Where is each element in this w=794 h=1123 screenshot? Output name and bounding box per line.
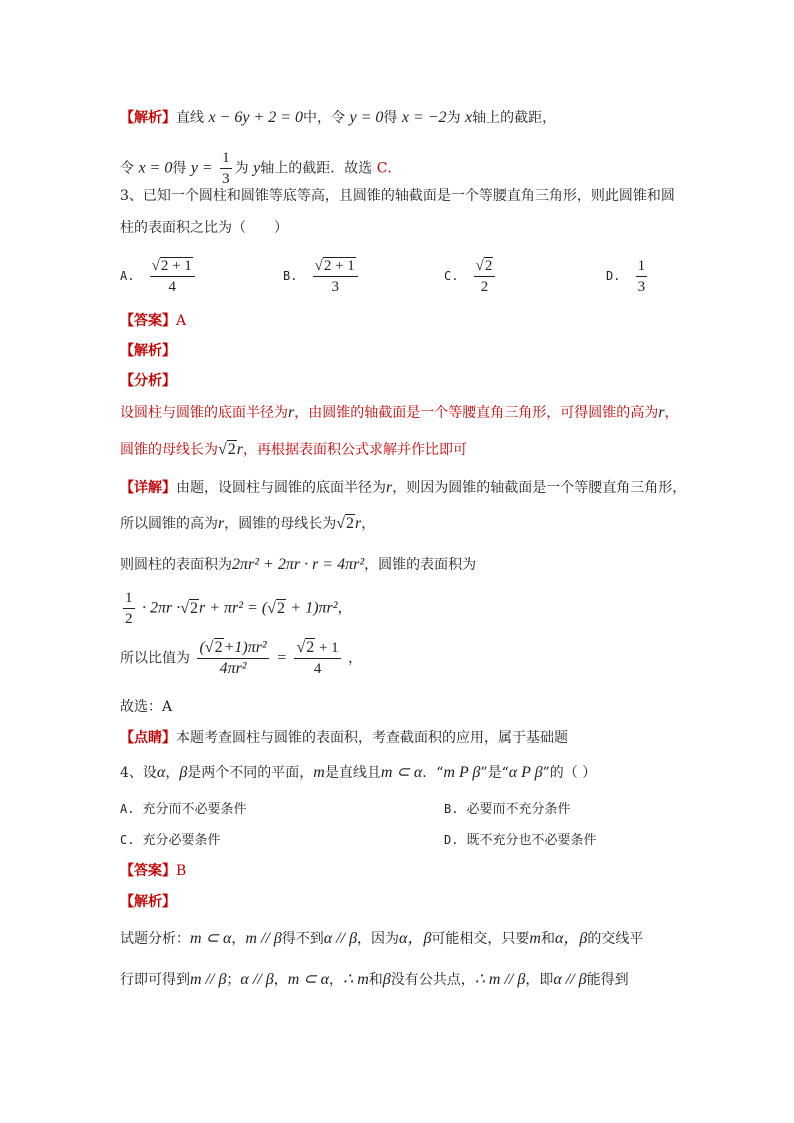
text: 为 [234, 160, 249, 177]
q3-option-d: D. $\frac{1}{3}$ [606, 258, 646, 295]
equation: x − 6y + 2 = 0 [208, 109, 304, 126]
text: 直线 [176, 110, 204, 126]
q2-analysis-line1 [120, 108, 556, 128]
q3-analysis-line2: 圆锥的母线长为√2r，再根据表面积公式求解并作比即可 [120, 441, 468, 458]
q3-point: 【点睛】本题考查圆柱与圆锥的表面积，考查截面积的应用，属于基础题 [120, 730, 568, 746]
text: 轴上的截距， [472, 110, 557, 126]
q3-explain-line1: 【详解】由题，设圆柱与圆锥的底面半径为r，则因为圆锥的轴截面是一个等腰直角三角形， [120, 479, 687, 496]
text: 令 [120, 160, 134, 177]
equation: x = −2 [401, 109, 447, 126]
q4-option-d: D. 既不充分也不必要条件 [444, 833, 597, 848]
q4-analysis-line2: 行即可得到m // β；α // β，m ⊂ α，∴ m和β没有公共点，∴ m // β，即α // β能得到 [120, 971, 629, 988]
q3-explain-line2: 所以圆锥的高为r，圆锥的母线长为√2r， [120, 515, 376, 532]
q4-analysis-tag: 【解析】 [120, 894, 176, 910]
answer-choice: C． [376, 160, 402, 177]
q3-ratio-line: 所以比值为 $\frac{\text{(√2+1)πr²}}{\text{4πr²}}$ = $\frac{√2 + 1}{4}$ ， [120, 639, 363, 677]
equation: y = [190, 159, 213, 177]
text: 得 [383, 110, 398, 126]
variable: x [465, 109, 473, 126]
q3-option-a: A. $\frac{√2 + 1}{4}$ [120, 256, 198, 297]
q3-analysis-line1: 设圆柱与圆锥的底面半径为r，由圆锥的轴截面是一个等腰直角三角形，可得圆锥的高为r， [120, 404, 679, 421]
q3-detail-tag: 【分析】 [120, 373, 176, 389]
q3-option-c: C. $\frac{√2}{2}$ [444, 256, 498, 297]
text: 得 [172, 160, 187, 177]
equation: y = 0 [349, 109, 384, 126]
text: 中，令 [303, 110, 346, 126]
text: 轴上的截距．故选 [260, 160, 373, 177]
q4-option-c: C. 充分必要条件 [120, 833, 221, 848]
q4-stem: 4、设α，β是两个不同的平面，m是直线且m ⊂ α．“m P β”是“α P β”的（ ） [120, 764, 597, 781]
q4-option-a: A. 充分而不必要条件 [120, 802, 247, 817]
q4-answer: 【答案】B [120, 863, 187, 879]
q3-stem-line1: 3、已知一个圆柱和圆锥等底等高，且圆锥的轴截面是一个等腰直角三角形，则此圆锥和圆 [120, 188, 675, 204]
equation: x = 0 [138, 159, 173, 177]
fraction: $\frac{1}{3}$ [222, 150, 230, 187]
q3-explain-line4: $\frac{1}{2}$ · 2πr ·√2r + πr² = (√2 + 1)πr²， [125, 590, 352, 627]
q3-stem-line2: 柱的表面积之比为（ ） [120, 220, 288, 236]
q4-analysis-line1: 试题分析：m ⊂ α，m // β得不到α // β，因为α，β可能相交，只要m和α，β的交线平 [120, 930, 644, 947]
text: 为 [446, 110, 461, 126]
q2-analysis-line2 [120, 148, 401, 189]
q3-analysis-tag: 【解析】 [120, 343, 176, 359]
q3-option-b: B. $\frac{√2 + 1}{3}$ [283, 256, 361, 297]
q3-answer: 【答案】A [120, 313, 187, 329]
q4-option-b: B. 必要而不充分条件 [444, 802, 571, 817]
q3-choose: 故选：A [120, 699, 173, 715]
analysis-tag: 【解析】 [120, 110, 176, 126]
variable: y [253, 159, 261, 177]
q3-explain-line3: 则圆柱的表面积为2πr² + 2πr · r = 4πr²，圆锥的表面积为 [120, 556, 477, 573]
